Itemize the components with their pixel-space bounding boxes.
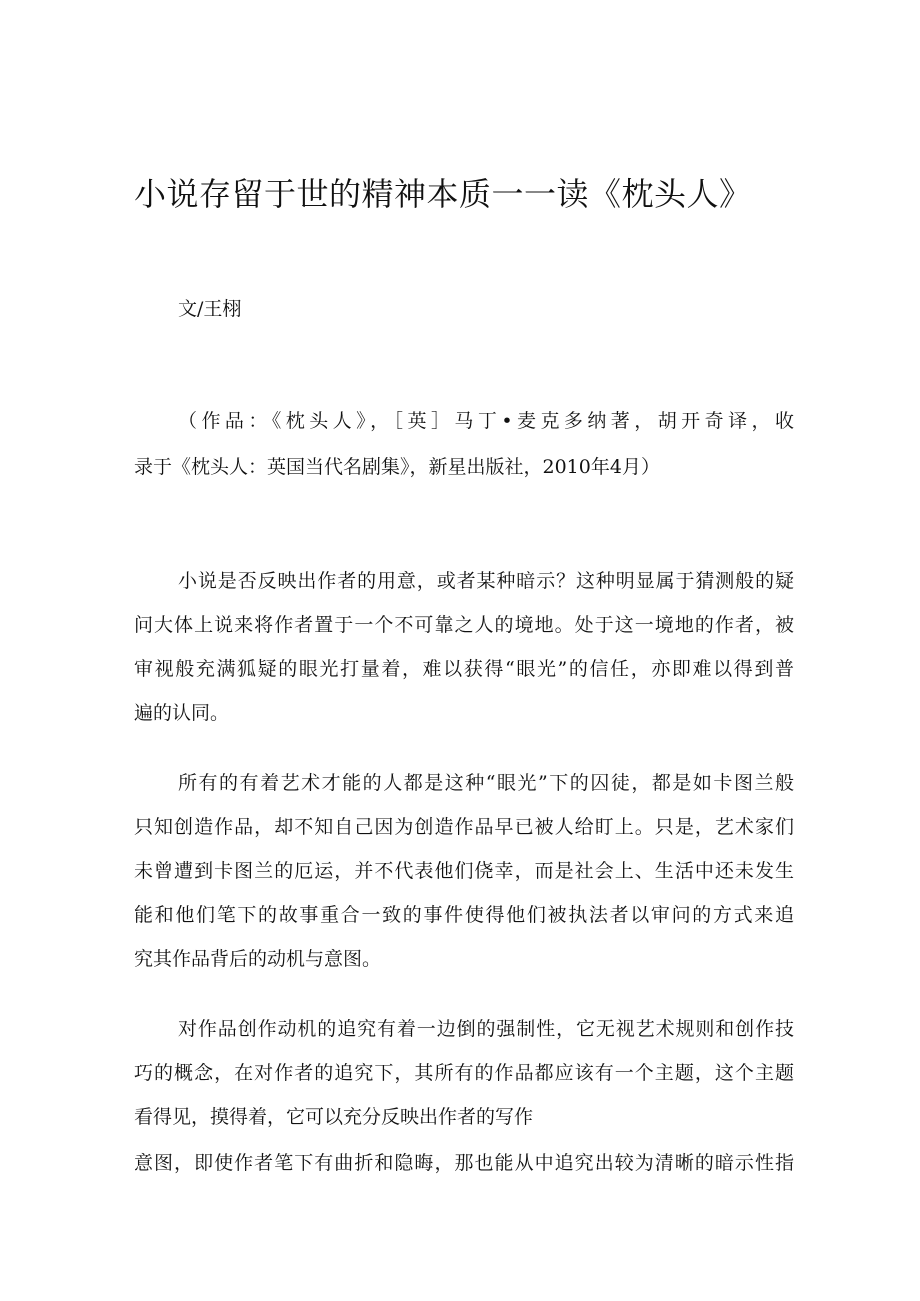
paragraph-line: 小说是否反映出作者的用意，或者某种暗示？这种明显属于猜测般的疑 bbox=[178, 570, 794, 592]
paragraph-line: 所有的有着艺术才能的人都是这种“眼光”下的囚徒，都是如卡图兰般 bbox=[178, 772, 794, 794]
paragraph-line: 未曾遭到卡图兰的厄运，并不代表他们侥幸，而是社会上、生活中还未发生 bbox=[134, 860, 794, 882]
publication-note-line: 录于《枕头人：英国当代名剧集》，新星出版社，2010年4月） bbox=[134, 456, 660, 478]
paragraph-line: 对作品创作动机的追究有着一边倒的强制性，它无视艺术规则和创作技 bbox=[178, 1018, 794, 1040]
author-byline: 文/王栩 bbox=[178, 298, 242, 320]
paragraph-line: 审视般充满狐疑的眼光打量着，难以获得“眼光”的信任，亦即难以得到普 bbox=[134, 658, 794, 680]
document-title: 小说存留于世的精神本质一一读《枕头人》 bbox=[134, 175, 752, 213]
paragraph-line: 遍的认同。 bbox=[134, 702, 230, 724]
paragraph-line: 究其作品背后的动机与意图。 bbox=[134, 948, 382, 970]
paragraph-line: 只知创造作品，却不知自己因为创造作品早已被人给盯上。只是，艺术家们 bbox=[134, 816, 794, 838]
paragraph-line: 看得见，摸得着，它可以充分反映出作者的写作 bbox=[134, 1106, 534, 1128]
publication-note-line: （作品：《枕头人》，［英］马丁•麦克多纳著，胡开奇译，收 bbox=[178, 410, 794, 432]
paragraph-line: 能和他们笔下的故事重合一致的事件使得他们被执法者以审问的方式来追 bbox=[134, 904, 794, 926]
paragraph-line: 意图，即使作者笔下有曲折和隐晦，那也能从中追究出较为清晰的暗示性指 bbox=[134, 1152, 794, 1174]
paragraph-line: 问大体上说来将作者置于一个不可靠之人的境地。处于这一境地的作者，被 bbox=[134, 614, 794, 636]
paragraph-line: 巧的概念，在对作者的追究下，其所有的作品都应该有一个主题，这个主题 bbox=[134, 1062, 794, 1084]
